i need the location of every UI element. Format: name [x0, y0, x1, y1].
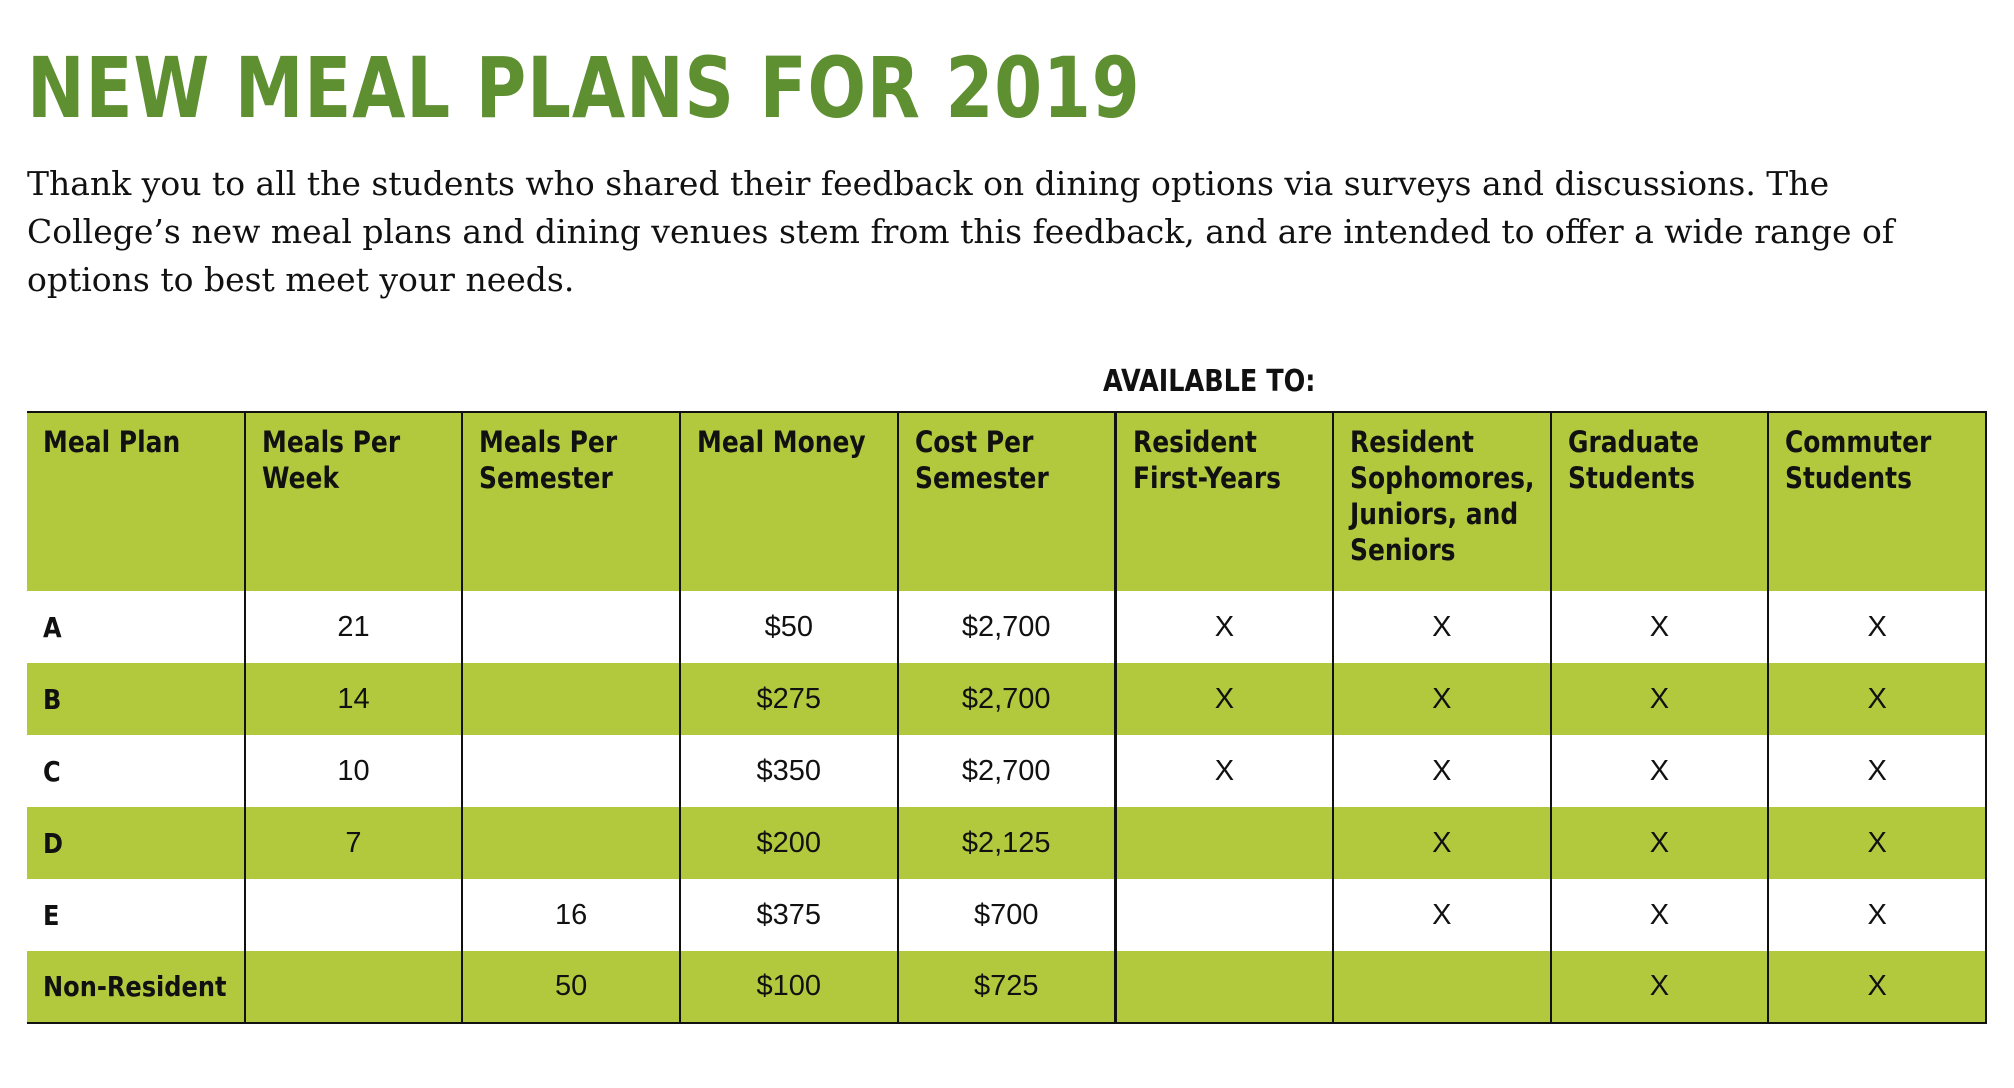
cell-graduate: X [1551, 735, 1769, 807]
table-header-row [27, 412, 1986, 591]
header-resident-first-years: Resident First-Years [1115, 412, 1333, 591]
meal-plans-table [27, 411, 1987, 1024]
cell-meal-money: $350 [680, 735, 898, 807]
cell-commuter: X [1768, 663, 1986, 735]
cell-cost: $2,125 [898, 807, 1116, 879]
table-row [27, 735, 1986, 807]
cell-first-years: X [1115, 591, 1333, 663]
cell-plan: C [43, 754, 61, 788]
cell-commuter: X [1768, 735, 1986, 807]
cell-graduate: X [1551, 807, 1769, 879]
cell-first-years: X [1115, 663, 1333, 735]
cell-meals-semester: 16 [462, 879, 680, 951]
table-row [27, 951, 1986, 1023]
cell-meals-semester: 50 [462, 951, 680, 1023]
cell-plan: A [43, 610, 62, 644]
cell-meals-week: 7 [245, 807, 463, 879]
cell-meal-money: $375 [680, 879, 898, 951]
cell-commuter: X [1768, 951, 1986, 1023]
cell-first-years: X [1115, 735, 1333, 807]
cell-first-years [1115, 879, 1333, 951]
cell-cost: $725 [898, 951, 1116, 1023]
cell-meal-money: $100 [680, 951, 898, 1023]
cell-meals-semester [462, 663, 680, 735]
cell-plan: E [43, 898, 60, 932]
cell-upperclass: X [1333, 879, 1551, 951]
cell-upperclass: X [1333, 663, 1551, 735]
table-row [27, 879, 1986, 951]
cell-commuter: X [1768, 879, 1986, 951]
cell-upperclass [1333, 951, 1551, 1023]
cell-meal-money: $200 [680, 807, 898, 879]
cell-meals-week: 14 [245, 663, 463, 735]
header-commuter-students: Commuter Students [1768, 412, 1986, 591]
cell-cost: $2,700 [898, 663, 1116, 735]
cell-plan: Non-Resident [27, 951, 245, 1023]
cell-plan: D [27, 807, 245, 879]
cell-graduate: X [1551, 663, 1769, 735]
header-graduate-students: Graduate Students [1551, 412, 1769, 591]
cell-upperclass: X [1333, 591, 1551, 663]
header-meals-per-semester: Meals Per Semester [462, 412, 680, 591]
cell-commuter: X [1768, 591, 1986, 663]
cell-graduate: X [1551, 951, 1769, 1023]
intro-paragraph: Thank you to all the students who shared their feedback on dining options via surveys and discussions. The College’s new meal plans and dining venues stem from this feedback, and are intended to offer a wide range of options to best meet your needs. [27, 164, 1895, 299]
cell-cost: $700 [898, 879, 1116, 951]
page-title: NEW MEAL PLANS FOR 2019 [27, 39, 1141, 137]
cell-commuter: X [1768, 807, 1986, 879]
cell-meal-money: $275 [680, 663, 898, 735]
cell-meals-week [245, 951, 463, 1023]
available-to-label: AVAILABLE TO: [1103, 364, 1316, 399]
cell-cost: $2,700 [898, 591, 1116, 663]
cell-meals-week [245, 879, 463, 951]
header-meal-money: Meal Money [680, 412, 898, 591]
cell-meals-week: 10 [245, 735, 463, 807]
header-meal-plan: Meal Plan [27, 412, 245, 591]
cell-upperclass: X [1333, 735, 1551, 807]
cell-first-years [1115, 951, 1333, 1023]
header-meals-per-week: Meals Per Week [245, 412, 463, 591]
cell-meals-week: 21 [245, 591, 463, 663]
cell-meal-money: $50 [680, 591, 898, 663]
header-cost-per-semester: Cost Per Semester [898, 412, 1116, 591]
cell-plan: B [27, 663, 245, 735]
table-row [27, 663, 1986, 735]
cell-meals-semester [462, 735, 680, 807]
cell-upperclass: X [1333, 807, 1551, 879]
table-row [27, 807, 1986, 879]
cell-graduate: X [1551, 879, 1769, 951]
cell-first-years [1115, 807, 1333, 879]
cell-meals-semester [462, 807, 680, 879]
cell-cost: $2,700 [898, 735, 1116, 807]
header-resident-upperclass: Resident Sophomores, Juniors, and Seniors [1333, 412, 1551, 591]
cell-graduate: X [1551, 591, 1769, 663]
cell-meals-semester [462, 591, 680, 663]
table-row [27, 591, 1986, 663]
